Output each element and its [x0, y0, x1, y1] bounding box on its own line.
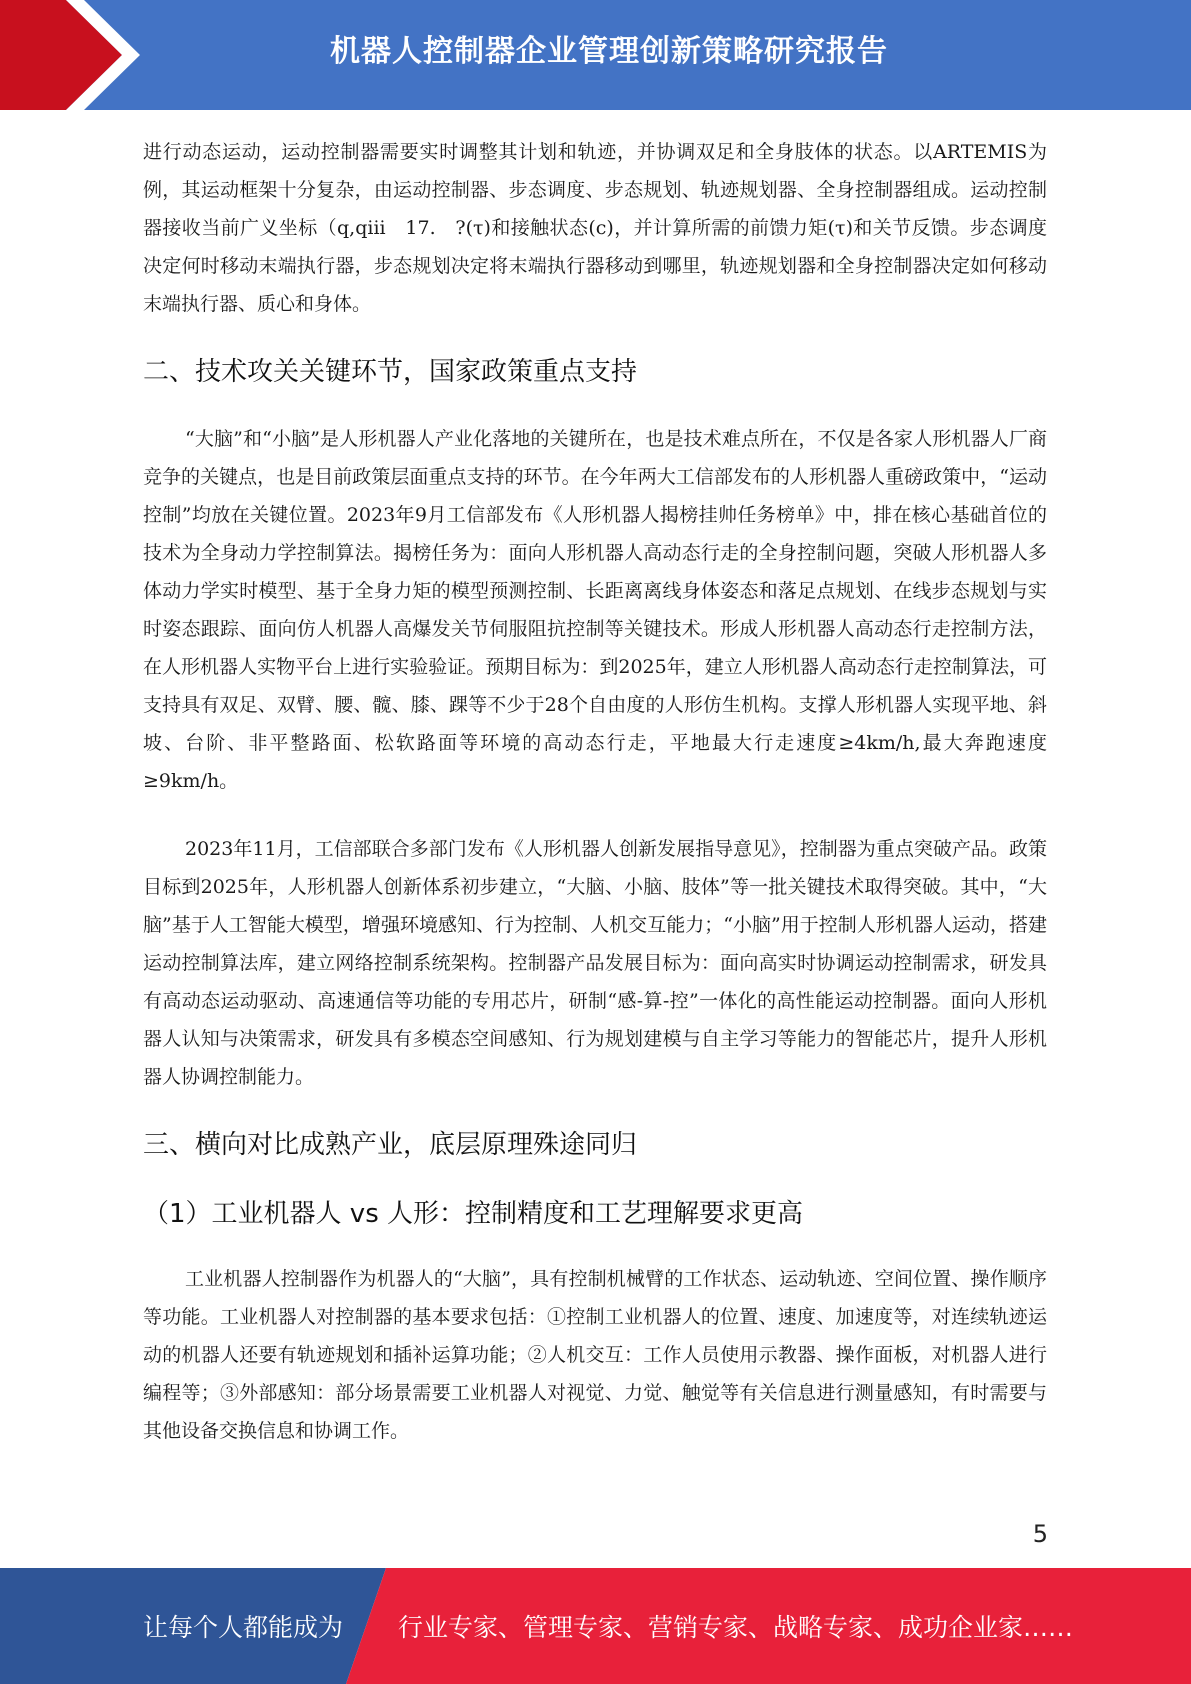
- body-paragraph-3: 2023年11月，工信部联合多部门发布《人形机器人创新发展指导意见》，控制器为重点突破产品。政策目标到2025年，人形机器人创新体系初步建立，“大脑、小脑、肢体”等一批关键技术取得突破。其中，“大脑”基于人工智能大模型，增强环境感知、行为控制、人机交互能力；“小脑”用于控制人形机器人运动，搭建运动控制算法库，建立网络控制系统架构。控制器产品发展目标为：面向高实时协调运动控制需求，研发具有高动态运动驱动、高速通信等功能的专用芯片，研制“感-算-控”一体化的高性能运动控制器。面向人形机器人认知与决策需求，研发具有多模态空间感知、行为规划建模与自主学习等能力的智能芯片，提升人形机器人协调控制能力。: [143, 838, 1047, 1088]
- body-paragraph-2: “大脑”和“小脑”是人形机器人产业化落地的关键所在，也是技术难点所在，不仅是各家人形机器人厂商竞争的关键点，也是目前政策层面重点支持的环节。在今年两大工信部发布的人形机器人重磅政策中，“运动控制”均放在关键位置。2023年9月工信部发布《人形机器人揭榜挂帅任务榜单》中，排在核心基础首位的技术为全身动力学控制算法。揭榜任务为：面向人形机器人高动态行走的全身控制问题，突破人形机器人多体动力学实时模型、基于全身力矩的模型预测控制、长距离离线身体姿态和落足点规划、在线步态规划与实时姿态跟踪、面向仿人机器人高爆发关节伺服阻抗控制等关键技术。形成人形机器人高动态行走控制方法，在人形机器人实物平台上进行实验验证。预期目标为：到2025年，建立人形机器人高动态行走控制算法，可支持具有双足、双臂、腰、髋、膝、踝等不少于28个自由度的人形仿生机构。支撑人形机器人实现平地、斜坡、台阶、非平整路面、松软路面等环境的高动态行走，平地最大行走速度≥4km/h,最大奔跑速度≥9km/h。: [143, 428, 1047, 792]
- section-heading-3: 三、横向对比成熟产业，底层原理殊途同归: [143, 1130, 638, 1160]
- header-chevron-icon: [0, 0, 160, 110]
- subsection-heading-1: （1）工业机器人 vs 人形：控制精度和工艺理解要求更高: [143, 1199, 804, 1229]
- footer-slogan-right: 行业专家、管理专家、营销专家、战略专家、成功企业家……: [398, 1613, 1074, 1642]
- page-header: [0, 0, 1191, 110]
- report-title: 机器人控制器企业管理创新策略研究报告: [330, 34, 888, 69]
- footer-slogan-left: 让每个人都能成为: [143, 1613, 344, 1642]
- body-paragraph-4: 工业机器人控制器作为机器人的“大脑”，具有控制机械臂的工作状态、运动轨迹、空间位置、操作顺序等功能。工业机器人对控制器的基本要求包括：①控制工业机器人的位置、速度、加速度等，对连续轨迹运动的机器人还要有轨迹规划和插补运算功能；②人机交互：工作人员使用示教器、操作面板，对机器人进行编程等；③外部感知：部分场景需要工业机器人对视觉、力觉、触觉等有关信息进行测量感知，有时需要与其他设备交换信息和协调工作。: [143, 1268, 1047, 1442]
- body-paragraph-1: 进行动态运动，运动控制器需要实时调整其计划和轨迹，并协调双足和全身肢体的状态。以ARTEMIS为例，其运动框架十分复杂，由运动控制器、步态调度、步态规划、轨迹规划器、全身控制器组成。运动控制器接收当前广义坐标（q,qiii 17. ?(τ)和接触状态(c)，并计算所需的前馈力矩(τ)和关节反馈。步态调度决定何时移动末端执行器，步态规划决定将末端执行器移动到哪里，轨迹规划器和全身控制器决定如何移动末端执行器、质心和身体。: [143, 141, 1047, 315]
- section-heading-2: 二、技术攻关关键环节，国家政策重点支持: [143, 357, 638, 387]
- page-content: [143, 133, 1047, 1450]
- page-number: 5: [1032, 1520, 1048, 1548]
- page-footer: [0, 1568, 1191, 1684]
